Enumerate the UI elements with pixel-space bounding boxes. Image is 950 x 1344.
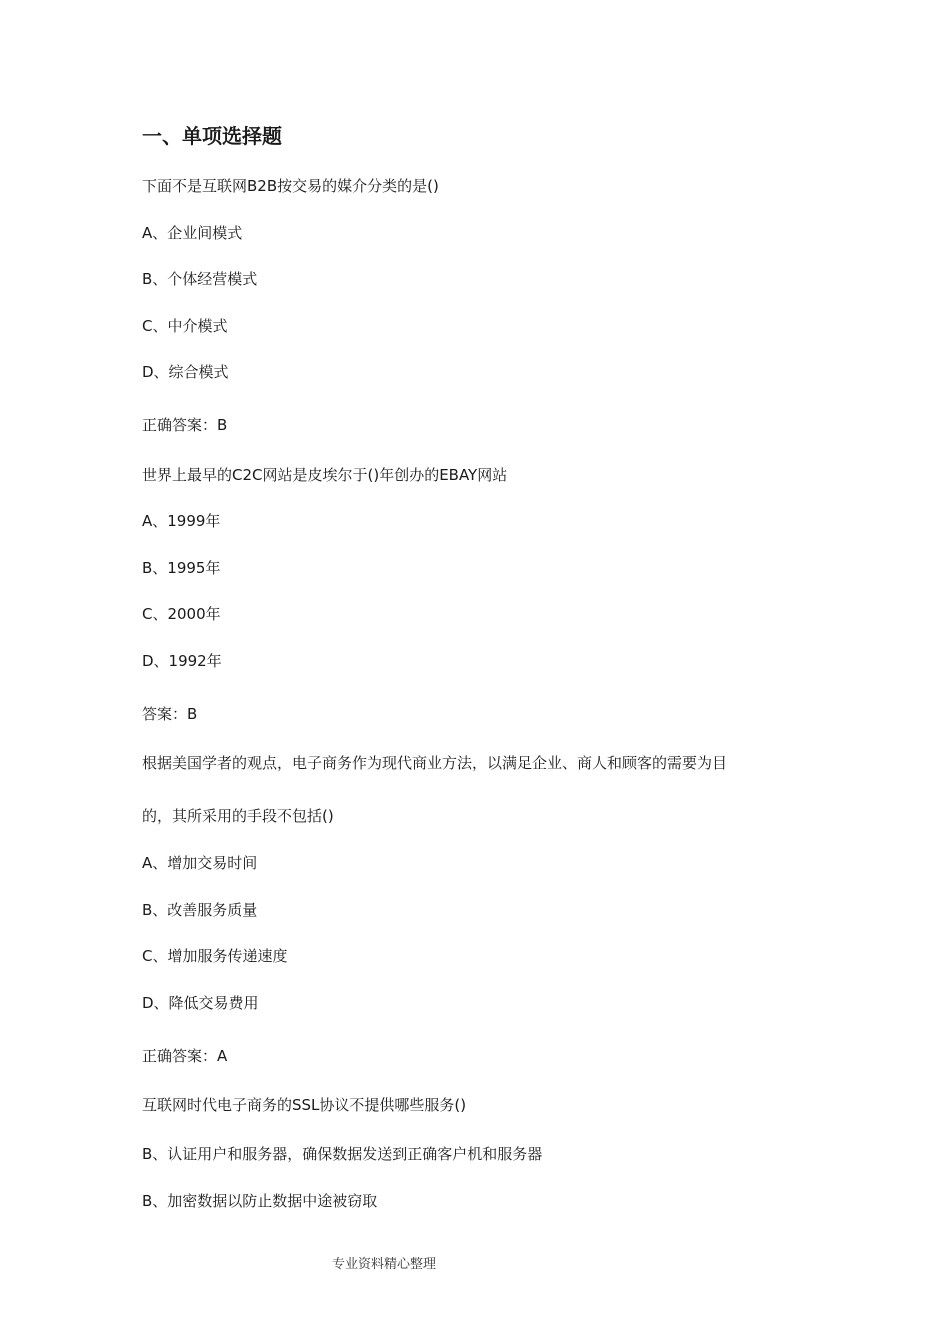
section-title: 一、单项选择题: [142, 124, 282, 148]
question-2-answer: 答案：B: [142, 705, 198, 723]
question-3-stem-line-2: 的，其所采用的手段不包括(): [142, 807, 334, 825]
question-1-option-b: B、个体经营模式: [142, 270, 258, 288]
question-3-answer: 正确答案：A: [142, 1047, 228, 1065]
question-3-stem-line-1: 根据美国学者的观点，电子商务作为现代商业方法，以满足企业、商人和顾客的需要为目: [142, 754, 728, 772]
question-2-option-d: D、1992年: [142, 652, 222, 670]
question-2-option-a: A、1999年: [142, 512, 221, 530]
question-2-stem: 世界上最早的C2C网站是皮埃尔于()年创办的EBAY网站: [142, 466, 508, 484]
question-3-option-d: D、降低交易费用: [142, 994, 259, 1012]
question-3-option-b: B、改善服务质量: [142, 901, 258, 919]
question-1-answer: 正确答案：B: [142, 416, 228, 434]
question-1-option-d: D、综合模式: [142, 363, 229, 381]
question-2-option-b: B、1995年: [142, 559, 221, 577]
question-1-option-c: C、中介模式: [142, 317, 228, 335]
question-3-option-a: A、增加交易时间: [142, 854, 258, 872]
page-footer: 专业资料精心整理: [331, 1257, 436, 1272]
question-2-option-c: C、2000年: [142, 605, 221, 623]
question-3-option-c: C、增加服务传递速度: [142, 947, 288, 965]
question-4-stem: 互联网时代电子商务的SSL协议不提供哪些服务(): [142, 1096, 467, 1114]
question-4-option-b-1: B、认证用户和服务器，确保数据发送到正确客户机和服务器: [142, 1145, 543, 1163]
question-1-option-a: A、企业间模式: [142, 224, 243, 242]
question-4-option-b-2: B、加密数据以防止数据中途被窃取: [142, 1192, 378, 1210]
question-1-stem: 下面不是互联网B2B按交易的媒介分类的是(): [142, 177, 439, 195]
